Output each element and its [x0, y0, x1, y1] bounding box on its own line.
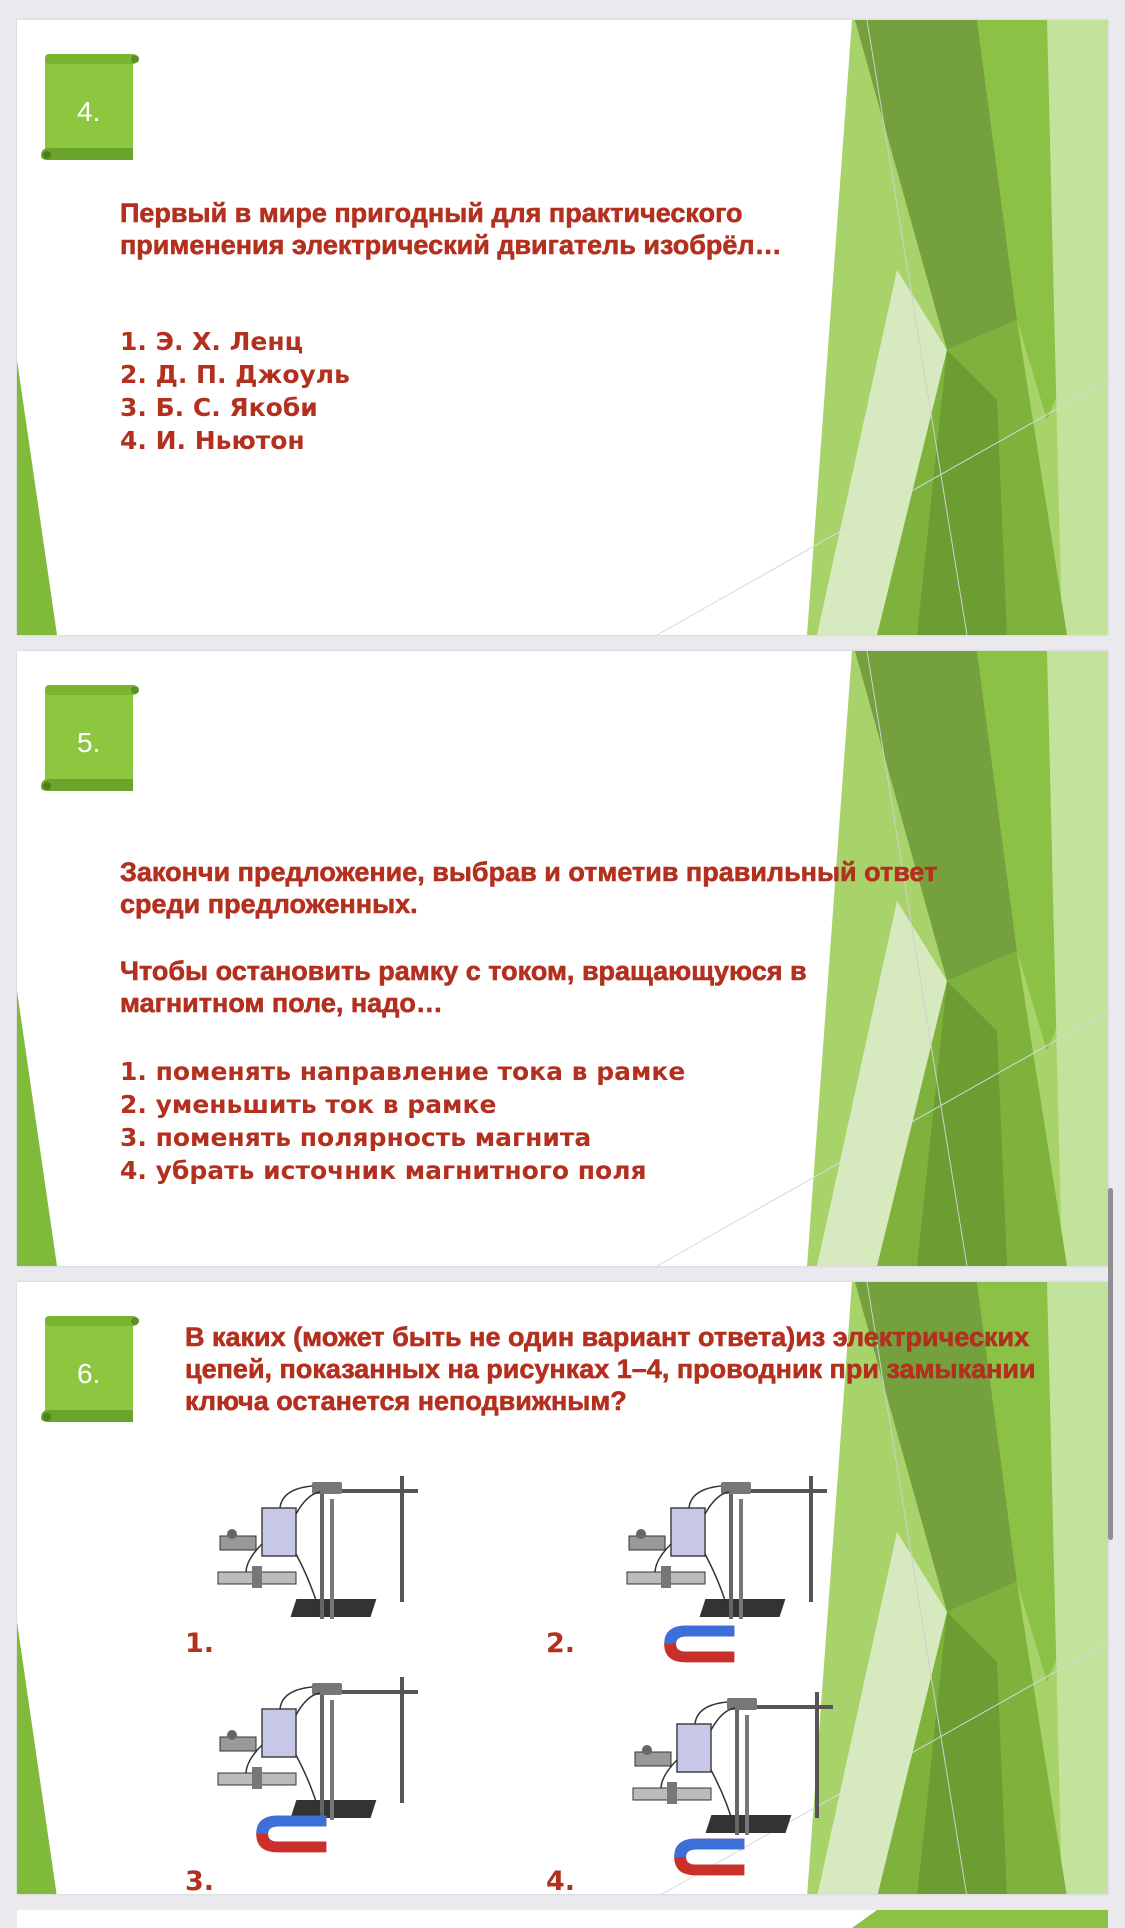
question-text: Чтобы остановить рамку с током, вращающуюся в магнитном поле, надо…	[120, 956, 807, 1018]
magnet-icon	[249, 1807, 339, 1861]
scrollbar-thumb[interactable]	[1108, 1188, 1113, 1540]
green-decoration	[852, 1910, 1108, 1928]
slide-number: 6.	[77, 1358, 101, 1389]
figure-label-1: 1.	[185, 1628, 215, 1659]
option-3[interactable]: 3. Б. С. Якоби	[120, 393, 318, 422]
slide-number-badge	[39, 52, 145, 166]
slide-number: 5.	[77, 727, 101, 758]
option-2[interactable]: 2. уменьшить ток в рамке	[120, 1090, 497, 1119]
figure-label-2: 2.	[546, 1628, 576, 1659]
slide-number: 4.	[77, 96, 101, 127]
instruction-text: Закончи предложение, выбрав и отметив правильный ответ среди предложенных.	[120, 857, 938, 919]
option-1[interactable]: 1. поменять направление тока в рамке	[120, 1057, 686, 1086]
option-4[interactable]: 4. убрать источник магнитного поля	[120, 1156, 647, 1185]
question-text: В каких (может быть не один вариант ответа)из электрических цепей, показанных на рисунках 1–4, проводник при замыкании ключа останется неподвижным?	[185, 1322, 1036, 1416]
option-4[interactable]: 4. И. Ньютон	[120, 426, 305, 455]
figure-label-3: 3.	[185, 1866, 215, 1894]
magnet-icon	[657, 1617, 747, 1671]
magnet-icon	[667, 1830, 757, 1884]
next-slide-edge	[17, 1910, 1108, 1928]
option-1[interactable]: 1. Э. Х. Ленц	[120, 327, 304, 356]
answer-options	[120, 1055, 685, 1187]
slide-4	[17, 20, 1108, 635]
slide-number-badge	[39, 1314, 145, 1428]
figure-label-4: 4.	[546, 1866, 576, 1894]
option-2[interactable]: 2. Д. П. Джоуль	[120, 360, 350, 389]
circuit-figure-1	[202, 1474, 432, 1649]
option-3[interactable]: 3. поменять полярность магнита	[120, 1123, 592, 1152]
question-text: Первый в мире пригодный для практического применения электрический двигатель изобрёл…	[120, 198, 782, 260]
slide-6	[17, 1282, 1108, 1894]
slide-number-badge	[39, 683, 145, 797]
answer-options	[120, 325, 350, 457]
slide-5	[17, 651, 1108, 1266]
